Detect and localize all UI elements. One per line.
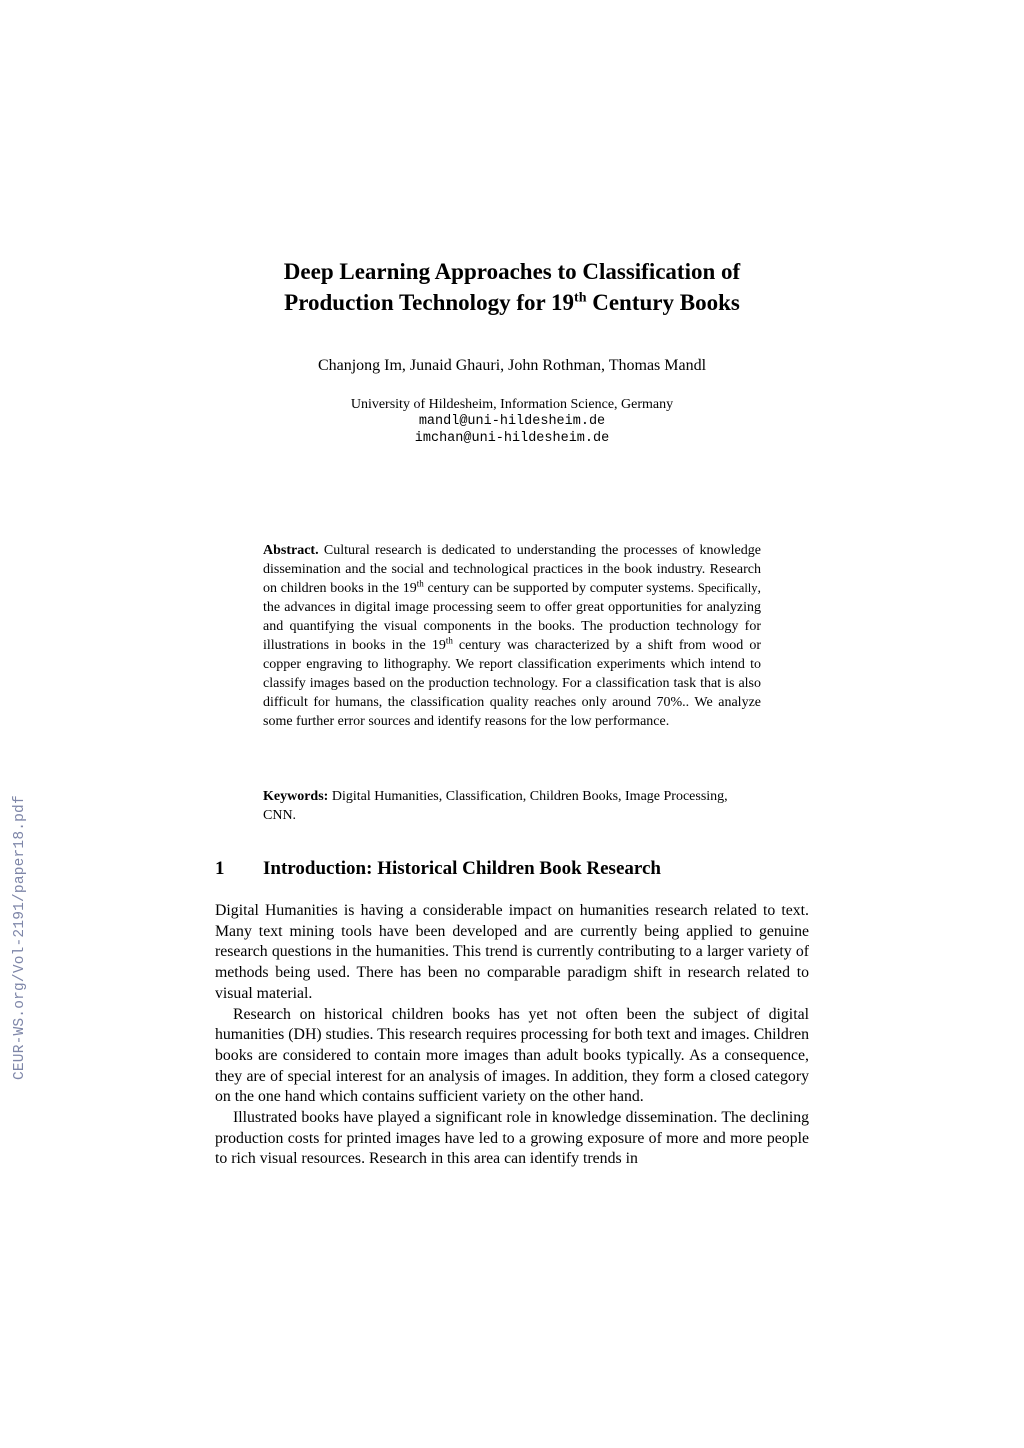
abstract	[263, 541, 761, 731]
abstract-label: Abstract.	[263, 543, 319, 558]
title-line-1: Deep Learning Approaches to Classification of	[283, 259, 741, 284]
title-line-2	[0, 287, 1024, 318]
section-heading	[215, 857, 815, 881]
repository-side-label: CEUR-WS.org/Vol-2191/paper18.pdf	[12, 795, 28, 1080]
email-imchan[interactable]: imchan@uni-hildesheim.de	[414, 431, 610, 446]
title-superscript: th	[574, 290, 587, 306]
abstract-text-4: century was characterized by a shift from wood or copper engraving to lithography. We report classification experiments which intend to classify images based on the production technology. For a classification task that is also difficult for humans, the classification quality reaches only around 70%.. We analyze some further error sources and identify reasons for the low performance.	[263, 638, 761, 729]
paper-title	[0, 256, 1024, 318]
abstract-text-1: Cultural research is dedicated to understanding the processes of knowledge dissemination and the social and technological practices in the book industry. Research on children books in the 19	[263, 543, 761, 596]
section-title: Introduction: Historical Children Book Research	[263, 858, 661, 879]
affiliation: University of Hildesheim, Information Science, Germany	[350, 397, 674, 412]
introduction-body	[215, 901, 809, 1170]
abstract-text-3: , the advances in digital image processing seem to offer great opportunities for analyzing and quantifying the visual components in the books. The production technology for illustrations in books in the 19	[263, 581, 762, 653]
author-list: Chanjong Im, Junaid Ghauri, John Rothman, Thomas Mandl	[317, 357, 707, 374]
paragraph-1: Digital Humanities is having a considerable impact on humanities research related to text. Many text mining tools have been developed and are currently being applied to genuine research questions in the humanities. This trend is currently contributing to a larger variety of methods being used. There has been no comparable paradigm shift in research related to visual material.	[215, 902, 809, 1002]
title-line-2-end: Century Books	[586, 290, 740, 315]
keywords-label: Keywords:	[263, 789, 329, 804]
affiliation-block	[0, 396, 1024, 447]
paragraph-2: Research on historical children books has yet not often been the subject of digital humanities (DH) studies. This research requires processing for both text and images. Children books are considered to contain more images than adult books typically. As a consequence, they are of special interest for an analysis of images. In addition, they form a closed category on the one hand which contains sufficient variety on the other hand.	[215, 1005, 809, 1106]
paragraph-3: Illustrated books have played a significant role in knowledge dissemination. The declining production costs for printed images have led to a growing exposure of more and more people to rich visual resources. Research in this area can identify trends in	[215, 1109, 809, 1168]
title-line-2-start: Production Technology for 19	[284, 290, 575, 315]
email-mandl[interactable]: mandl@uni-hildesheim.de	[418, 414, 606, 429]
abstract-superscript-1: th	[416, 578, 424, 589]
abstract-text-2: century can be supported by computer systems.	[423, 581, 698, 596]
keywords	[263, 787, 761, 825]
abstract-small-word: Specifically	[697, 581, 758, 595]
abstract-superscript-2: th	[445, 635, 453, 646]
section-number: 1	[215, 858, 225, 879]
keywords-text: Digital Humanities, Classification, Children Books, Image Processing, CNN.	[263, 789, 728, 823]
